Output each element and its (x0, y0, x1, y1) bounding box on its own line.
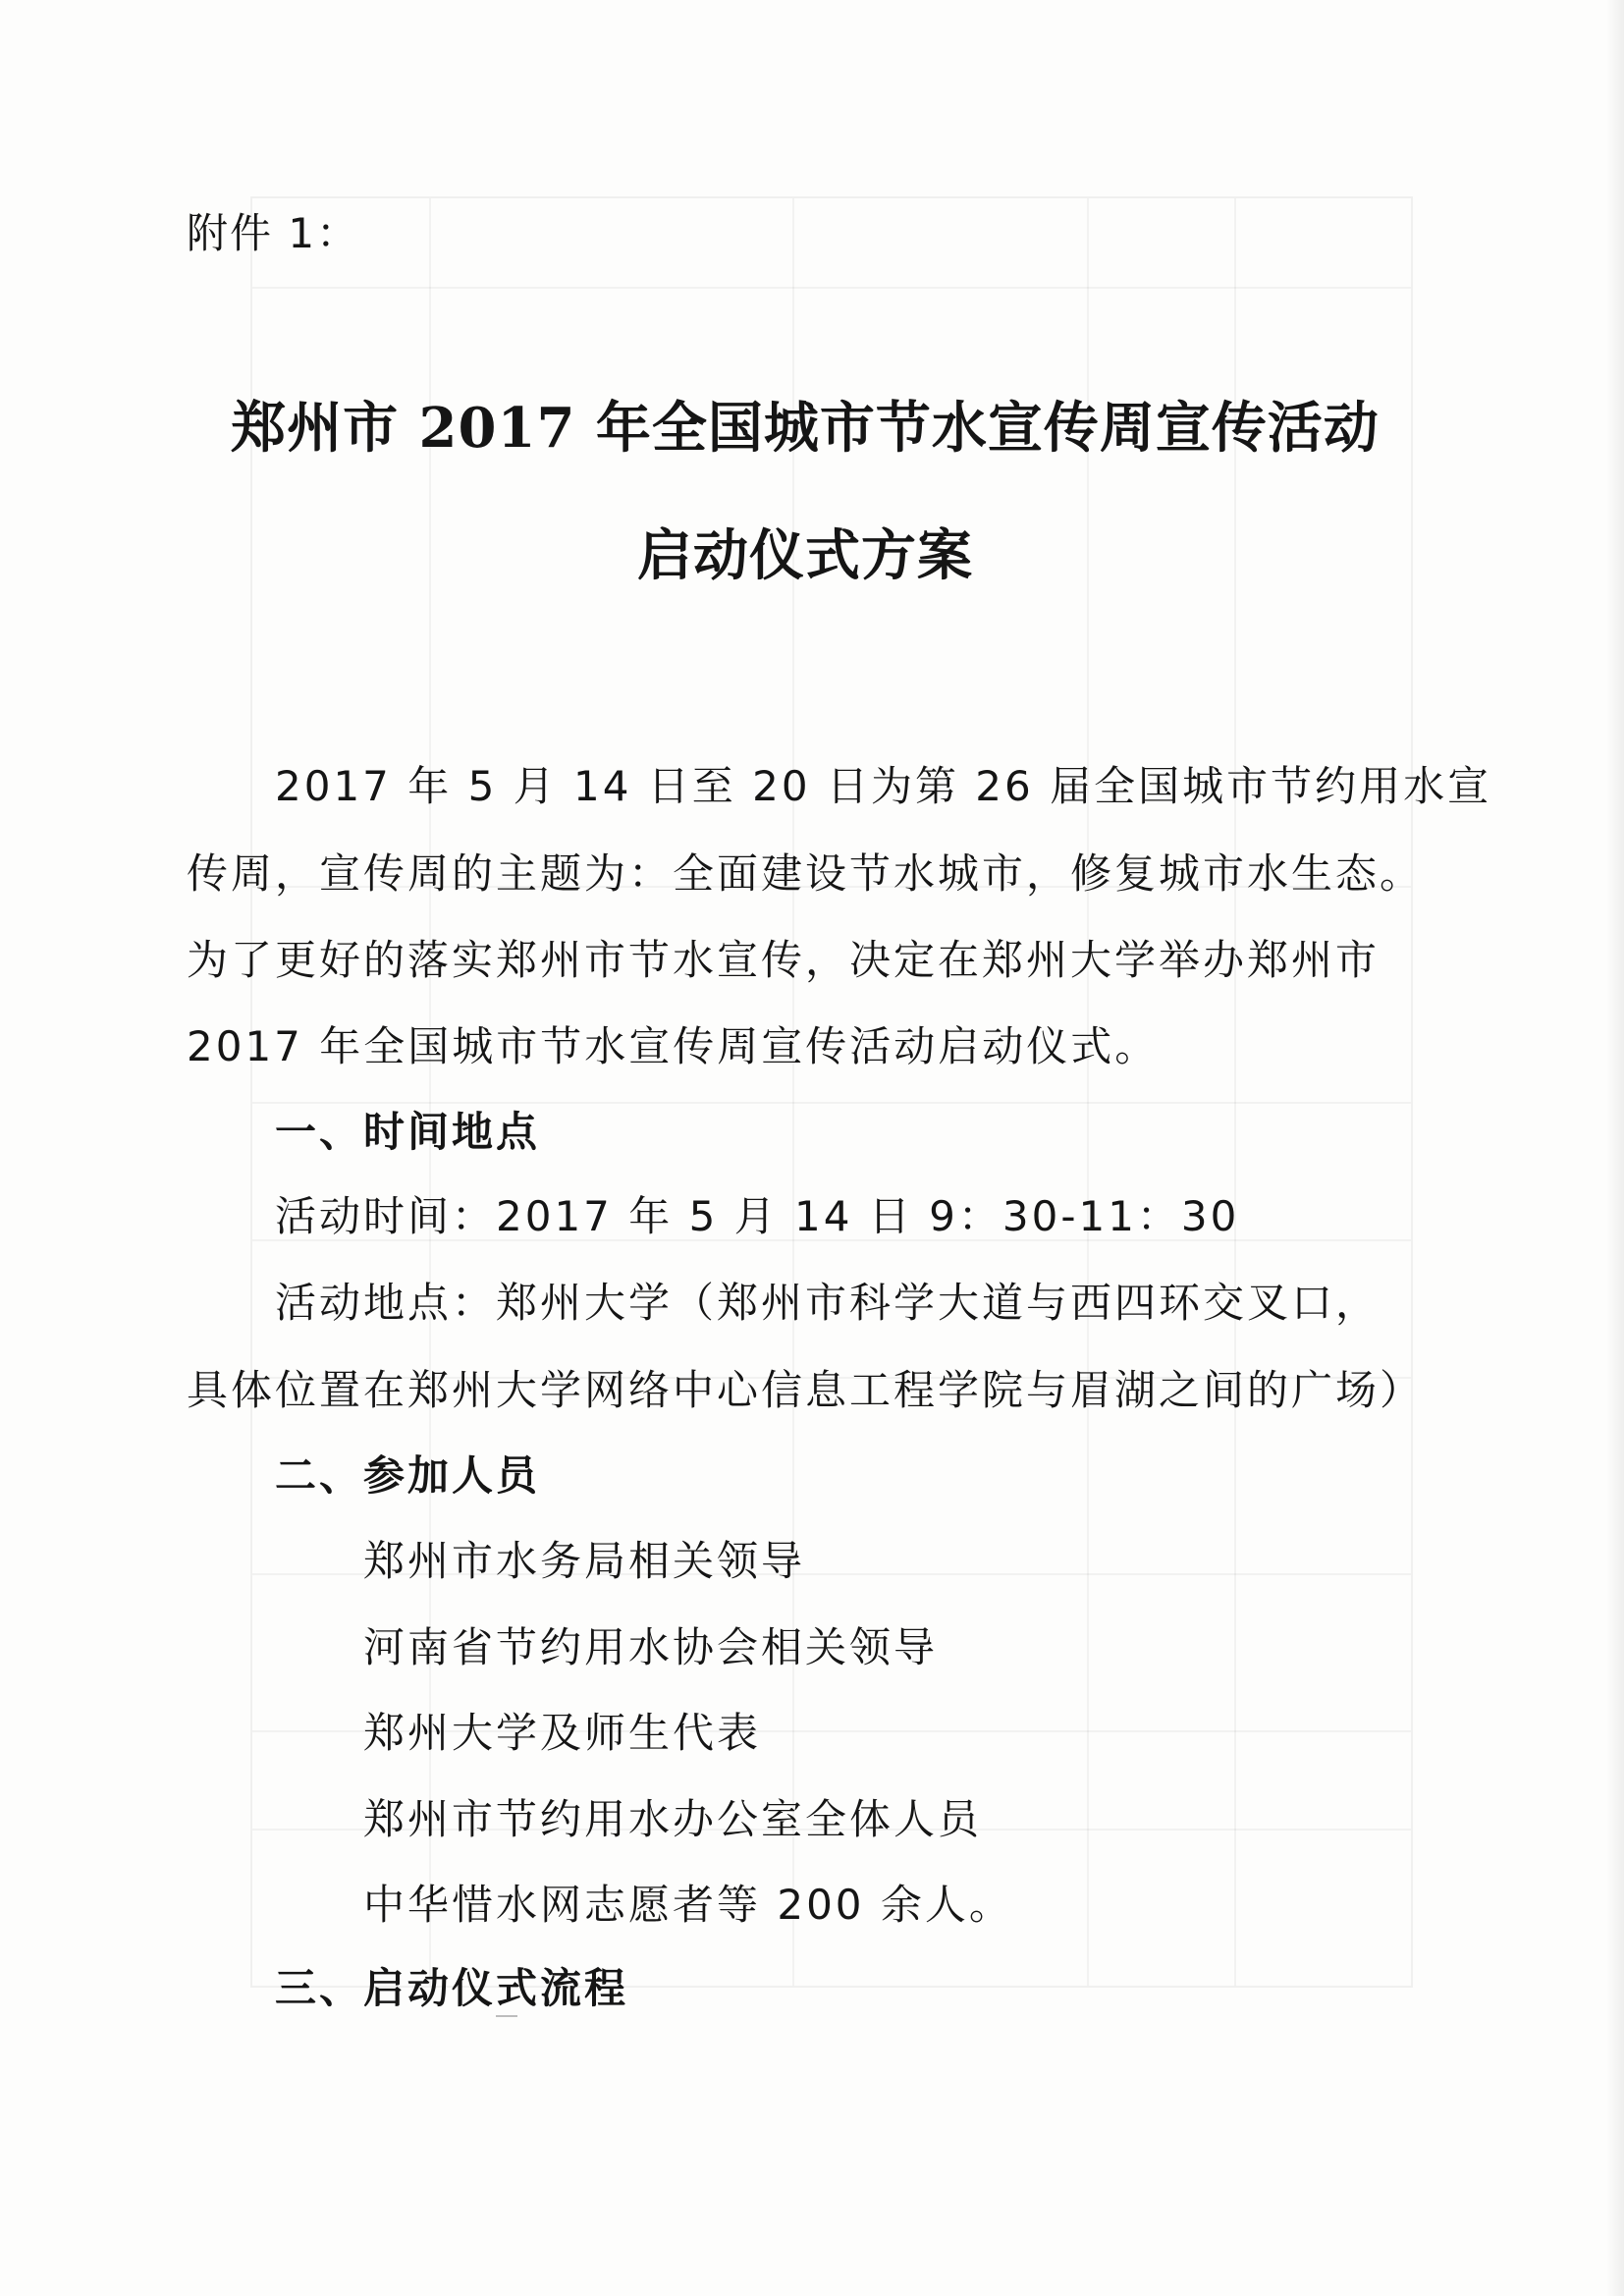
document-title-line2: 启动仪式方案 (637, 523, 973, 588)
intro-paragraph-line: 传周，宣传周的主题为：全面建设节水城市，修复城市水生态。 (187, 849, 1425, 898)
participant-item: 河南省节约用水协会相关领导 (363, 1623, 939, 1671)
event-place-line2: 具体位置在郑州大学网络中心信息工程学院与眉湖之间的广场） (187, 1366, 1425, 1414)
participant-item: 郑州大学及师生代表 (363, 1709, 762, 1757)
intro-paragraph-line: 2017 年全国城市节水宣传周宣传活动启动仪式。 (187, 1022, 1160, 1070)
intro-paragraph-line: 2017 年 5 月 14 日至 20 日为第 26 届全国城市节约用水宣 (275, 762, 1492, 810)
section-heading-participants: 二、参加人员 (275, 1451, 541, 1500)
section-heading-ceremony-process: 三、启动仪式流程 (275, 1964, 629, 2012)
participant-item: 郑州市水务局相关领导 (363, 1537, 806, 1585)
event-place-line1: 活动地点：郑州大学（郑州市科学大道与西四环交叉口， (275, 1279, 1380, 1327)
participant-item: 郑州市节约用水办公室全体人员 (363, 1795, 983, 1843)
participant-item: 中华惜水网志愿者等 200 余人。 (363, 1881, 1013, 1929)
event-time: 活动时间：2017 年 5 月 14 日 9：30-11：30 (275, 1192, 1240, 1240)
document-title-line1: 郑州市 2017 年全国城市节水宣传周宣传活动 (231, 396, 1380, 461)
section-heading-time-place: 一、时间地点 (275, 1108, 541, 1156)
attachment-label: 附件 1： (187, 209, 360, 257)
scan-edge-shadow (1606, 0, 1624, 2296)
page-mark (496, 2015, 517, 2017)
intro-paragraph-line: 为了更好的落实郑州市节水宣传，决定在郑州大学举办郑州市 (187, 936, 1380, 984)
